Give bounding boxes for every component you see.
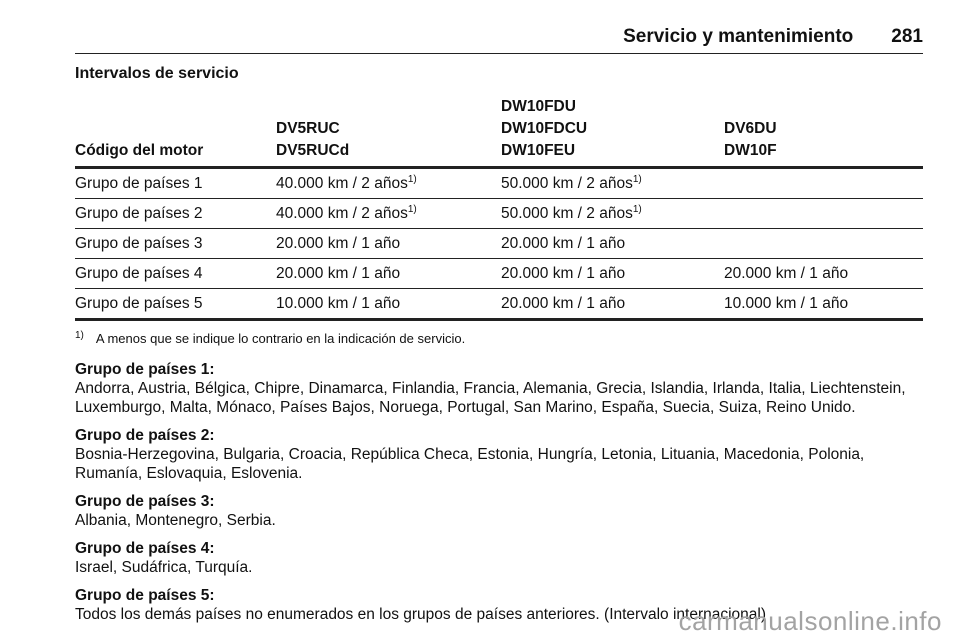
country-group	[75, 492, 930, 530]
country-group	[75, 426, 930, 483]
country-group-title: Grupo de países 3:	[75, 493, 215, 510]
footnote-text: A menos que se indique lo contrario en la indicación de servicio.	[95, 331, 466, 346]
page-number: 281	[891, 26, 923, 47]
table-cell	[75, 229, 276, 259]
column-header	[75, 92, 276, 168]
cell-text: Grupo de países 1	[75, 174, 203, 192]
column-header-line: DV5RUC	[276, 120, 340, 137]
table-cell	[276, 289, 501, 320]
table-cell	[501, 168, 724, 199]
country-group-list: Todos los demás países no enumerados en los grupos de países anteriores. (Intervalo internacional)	[75, 606, 767, 623]
table-row	[75, 289, 923, 320]
cell-text: Grupo de países 2	[75, 204, 203, 222]
page-title: Servicio y mantenimiento	[623, 26, 854, 47]
country-group-list: Andorra, Austria, Bélgica, Chipre, Dinamarca, Finlandia, Francia, Alemania, Grecia, Islandia, Irlanda, Italia, Liechtenstein, Luxemburgo, Malta, Mónaco, Países Bajos, Noruega, Portugal, San Marino, España, Suecia, Suiza, Reino Unido.	[75, 380, 906, 416]
column-header-line: DW10FEU	[501, 142, 576, 159]
table-body	[75, 168, 923, 320]
column-header-line: DW10F	[724, 142, 777, 159]
table-row	[75, 199, 923, 229]
column-header	[276, 92, 501, 168]
cell-text: 10.000 km / 1 año	[276, 294, 401, 312]
table-row	[75, 168, 923, 199]
column-header-line: DV5RUCd	[276, 142, 350, 159]
column-header	[501, 92, 724, 168]
table-cell	[501, 199, 724, 229]
footnote-mark: 1)	[75, 330, 84, 341]
footnote-reference: 1)	[632, 173, 642, 185]
table-row	[75, 259, 923, 289]
page-header	[75, 26, 923, 54]
country-group-title: Grupo de países 4:	[75, 540, 215, 557]
table-cell	[501, 259, 724, 289]
footnote	[75, 330, 465, 346]
column-header-line: DW10FDU	[501, 98, 576, 115]
watermark: carmanualsonline.info	[678, 606, 942, 636]
country-group-title: Grupo de países 1:	[75, 361, 215, 378]
country-group-list: Israel, Sudáfrica, Turquía.	[75, 559, 253, 576]
cell-text: 20.000 km / 1 año	[501, 264, 626, 282]
country-group-list: Albania, Montenegro, Serbia.	[75, 512, 276, 529]
cell-text: 40.000 km / 2 años	[276, 204, 408, 222]
column-header-line: DV6DU	[724, 120, 777, 137]
cell-text: 10.000 km / 1 año	[724, 294, 849, 312]
service-interval-table	[75, 92, 923, 321]
country-group-title: Grupo de países 2:	[75, 427, 215, 444]
table-cell	[75, 289, 276, 320]
table-cell	[724, 229, 923, 259]
cell-text: Grupo de países 3	[75, 234, 203, 252]
country-group	[75, 360, 930, 417]
cell-text: 20.000 km / 1 año	[501, 234, 626, 252]
country-group-title: Grupo de países 5:	[75, 587, 215, 604]
footnote-reference: 1)	[407, 173, 417, 185]
table-cell	[75, 199, 276, 229]
cell-text: 50.000 km / 2 años	[501, 174, 633, 192]
cell-text: 50.000 km / 2 años	[501, 204, 633, 222]
cell-text: Grupo de países 5	[75, 294, 203, 312]
cell-text: 40.000 km / 2 años	[276, 174, 408, 192]
country-group	[75, 539, 930, 577]
country-groups	[75, 360, 930, 633]
column-header-line: Código del motor	[75, 142, 204, 159]
country-group-list: Bosnia-Herzegovina, Bulgaria, Croacia, República Checa, Estonia, Hungría, Letonia, Lituania, Macedonia, Polonia, Rumanía, Eslovaquia, Eslovenia.	[75, 446, 865, 482]
column-header-line: DW10FDCU	[501, 120, 588, 137]
footnote-reference: 1)	[632, 203, 642, 215]
table-cell	[276, 259, 501, 289]
table-cell	[276, 199, 501, 229]
cell-text: 20.000 km / 1 año	[276, 234, 401, 252]
table-cell	[501, 289, 724, 320]
table-cell	[724, 199, 923, 229]
cell-text: 20.000 km / 1 año	[501, 294, 626, 312]
footnote-reference: 1)	[407, 203, 417, 215]
table-header-row	[75, 92, 923, 168]
cell-text: 20.000 km / 1 año	[276, 264, 401, 282]
table-cell	[75, 168, 276, 199]
cell-text: Grupo de países 4	[75, 264, 203, 282]
table-cell	[75, 259, 276, 289]
cell-text: 20.000 km / 1 año	[724, 264, 849, 282]
table-row	[75, 229, 923, 259]
section-title: Intervalos de servicio	[75, 65, 239, 82]
table-cell	[724, 168, 923, 199]
table-cell	[501, 229, 724, 259]
table-cell	[276, 229, 501, 259]
table-cell	[276, 168, 501, 199]
table-cell	[724, 259, 923, 289]
table-cell	[724, 289, 923, 320]
column-header	[724, 92, 923, 168]
